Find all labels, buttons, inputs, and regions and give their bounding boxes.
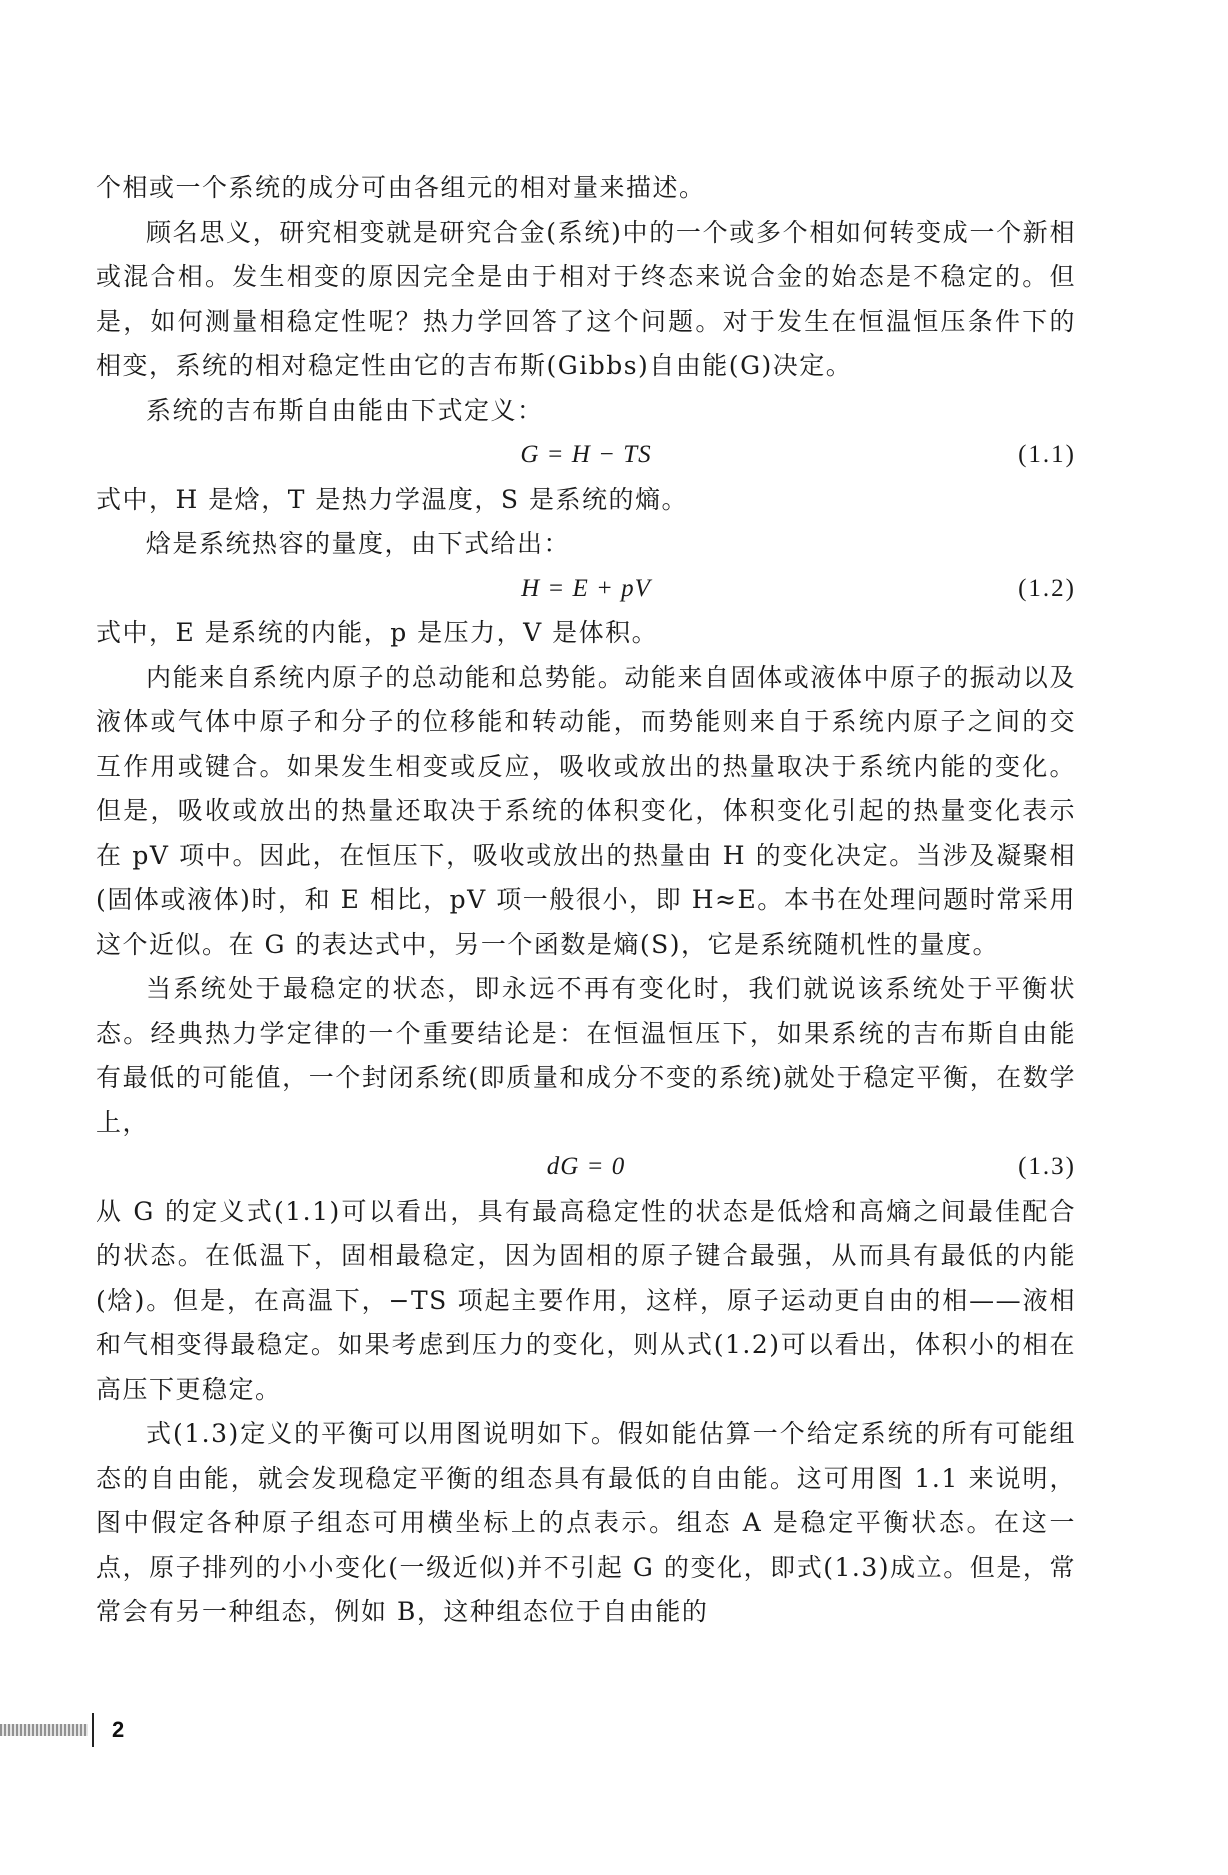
equation-formula: H = E + pV [521, 574, 651, 602]
footer-rule [92, 1713, 94, 1747]
equation-formula: G = H − TS [520, 441, 652, 468]
paragraph: 个相或一个系统的成分可由各组元的相对量来描述。 [96, 173, 706, 202]
equation-number: (1.1) [1018, 441, 1076, 468]
paragraph: 式中，H 是焓，T 是热力学温度，S 是系统的熵。 [96, 484, 688, 514]
page-number: 2 [112, 1717, 125, 1742]
paragraph: 顾名思义，研究相变就是研究合金(系统)中的一个或多个相如何转变成一个新相或混合相。发生相变的原因完全是由于相对于终态来说合金的始态是不稳定的。但是，如何测量相稳定性呢？热力学回答了这个问题。对于发生在恒温恒压条件下的相变，系统的相对稳定性由它的吉布斯(Gibbs)自由能(G)决定。 [96, 217, 1076, 380]
equation-formula: dG = 0 [546, 1153, 626, 1180]
equation-1-1 [96, 433, 1076, 478]
page-footer [0, 1712, 124, 1748]
body-text [96, 166, 1076, 1635]
paragraph: 内能来自系统内原子的总动能和总势能。动能来自固体或液体中原子的振动以及液体或气体中原子和分子的位移能和转动能，而势能则来自于系统内原子之间的交互作用或键合。如果发生相变或反应，吸收或放出的热量取决于系统内能的变化。但是，吸收或放出的热量还取决于系统的体积变化，体积变化引起的热量变化表示在 pV 项中。因此，在恒压下，吸收或放出的热量由 H 的变化决定。当涉及凝聚相(固体或液体)时，和 E 相比，pV 项一般很小，即 H≈E。本书在处理问题时常采用这个近似。在 G 的表达式中，另一个函数是熵(S)，它是系统随机性的量度。 [96, 662, 1076, 959]
paragraph: 式中，E 是系统的内能，p 是压力，V 是体积。 [96, 618, 659, 647]
paragraph: 式(1.3)定义的平衡可以用图说明如下。假如能估算一个给定系统的所有可能组态的自由能，就会发现稳定平衡的组态具有最低的自由能。这可用图 1.1 来说明，图中假定各种原子组态可用横坐标上的点表示。组态 A 是稳定平衡状态。在这一点，原子排列的小小变化(一级近似)并不引起 G 的变化，即式(1.3)成立。但是，常常会有另一种组态，例如 B，这种组态位于自由能的 [96, 1419, 1076, 1626]
equation-1-3 [96, 1145, 1076, 1190]
paragraph: 系统的吉布斯自由能由下式定义： [146, 395, 544, 425]
paragraph: 从 G 的定义式(1.1)可以看出，具有最高稳定性的状态是低焓和高熵之间最佳配合的状态。在低温下，固相最稳定，因为固相的原子键合最强，从而具有最低的内能(焓)。但是，在高温下，−TS 项起主要作用，这样，原子运动更自由的相——液相和气相变得最稳定。如果考虑到压力的变化，则从式(1.2)可以看出，体积小的相在高压下更稳定。 [96, 1196, 1076, 1404]
equation-number: (1.3) [1018, 1153, 1076, 1180]
paragraph: 焓是系统热容的量度，由下式给出： [146, 529, 571, 558]
footer-decoration [0, 1724, 88, 1736]
equation-1-2 [96, 567, 1076, 612]
paragraph: 当系统处于最稳定的状态，即永远不再有变化时，我们就说该系统处于平衡状态。经典热力学定律的一个重要结论是：在恒温恒压下，如果系统的吉布斯自由能有最低的可能值，一个封闭系统(即质量和成分不变的系统)就处于稳定平衡，在数学上， [96, 974, 1076, 1137]
equation-number: (1.2) [1018, 574, 1076, 602]
